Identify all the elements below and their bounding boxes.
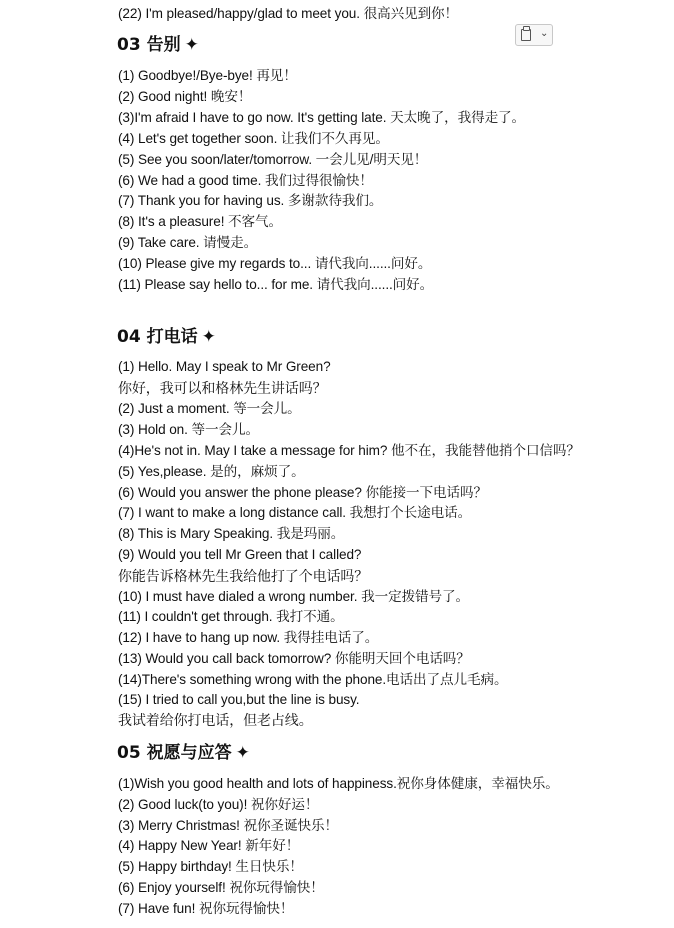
phrase-line: (6) We had a good time. 我们过得很愉快！ [118,173,373,188]
section-title: 04 打电话 [117,327,198,347]
phrase-line: (7) I want to make a long distance call. 我想打个长途电话。 [118,505,472,520]
phrase-line: (15) I tried to call you,but the line is busy. [118,692,360,707]
sparkle-icon: ✦ [184,35,199,55]
phrase-line: (4) Let's get together soon. 让我们不久再见。 [118,131,389,146]
phrase-line: (2) Good luck(to you)! 祝你好运！ [118,797,319,812]
phrase-line: (10) Please give my regards to... 请代我向......问好。 [118,256,432,271]
phrase-line: 你好，我可以和格林先生讲话吗？ [118,380,327,396]
phrase-line: (7) Thank you for having us. 多谢款待我们。 [118,193,383,208]
phrase-line: (5) See you soon/later/tomorrow. 一会儿见/明天见！ [118,152,428,167]
paste-options-button[interactable] [515,24,553,46]
phrase-line: (1) Goodbye!/Bye-bye! 再见！ [118,68,297,83]
phrase-line: (7) Have fun! 祝你玩得愉快！ [118,901,294,916]
phrase-line: (14)There's something wrong with the phone.电话出了点儿毛病。 [118,672,508,687]
phrase-line: (2) Just a moment. 等一会儿。 [118,401,301,416]
phrase-line: (6) Enjoy yourself! 祝你玩得愉快！ [118,880,324,895]
phrase-line: (5) Happy birthday! 生日快乐！ [118,859,303,874]
clipboard-icon [521,29,531,41]
phrase-line: (6) Would you answer the phone please? 你能接一下电话吗？ [118,485,487,500]
phrase-line: (10) I must have dialed a wrong number. 我一定拨错号了。 [118,589,470,604]
phrase-line: 我试着给你打电话，但老占线。 [118,712,313,728]
phrase-line: (3)I'm afraid I have to go now. It's getting late. 天太晚了，我得走了。 [118,110,526,125]
top-line: (22) I'm pleased/happy/glad to meet you. 很高兴见到你！ [118,6,459,21]
phrase-line: (4) Happy New Year! 新年好！ [118,838,300,853]
phrase-line: (11) Please say hello to... for me. 请代我向......问好。 [118,277,434,292]
section-title: 05 祝愿与应答 [117,743,232,763]
phrase-line: (5) Yes,please. 是的，麻烦了。 [118,464,305,479]
phrase-line: (2) Good night! 晚安！ [118,89,252,104]
phrase-line: (8) This is Mary Speaking. 我是玛丽。 [118,526,345,541]
phrase-line: (12) I have to hang up now. 我得挂电话了。 [118,630,379,645]
section-heading-03 [117,34,199,56]
phrase-line: (4)He's not in. May I take a message for him? 他不在，我能替他捎个口信吗？ [118,443,580,458]
section-title: 03 告别 [117,35,181,55]
section-heading-05 [117,742,250,764]
phrase-line: (9) Would you tell Mr Green that I called? [118,547,362,562]
phrase-line: (1)Wish you good health and lots of happiness.祝你身体健康，幸福快乐。 [118,776,559,791]
chevron-down-icon: ⌄ [540,28,549,39]
section-heading-04 [117,326,216,348]
phrase-line: (1) Hello. May I speak to Mr Green? [118,359,331,374]
phrase-line: (3) Merry Christmas! 祝你圣诞快乐！ [118,818,338,833]
phrase-line: (9) Take care. 请慢走。 [118,235,258,250]
phrase-line: (11) I couldn't get through. 我打不通。 [118,609,344,624]
phrase-line: (8) It's a pleasure! 不客气。 [118,214,283,229]
phrase-line: (13) Would you call back tomorrow? 你能明天回个电话吗？ [118,651,470,666]
phrase-line: 你能告诉格林先生我给他打了个电话吗？ [118,568,369,584]
sparkle-icon: ✦ [235,743,250,763]
phrase-line: (3) Hold on. 等一会儿。 [118,422,259,437]
sparkle-icon: ✦ [201,327,216,347]
